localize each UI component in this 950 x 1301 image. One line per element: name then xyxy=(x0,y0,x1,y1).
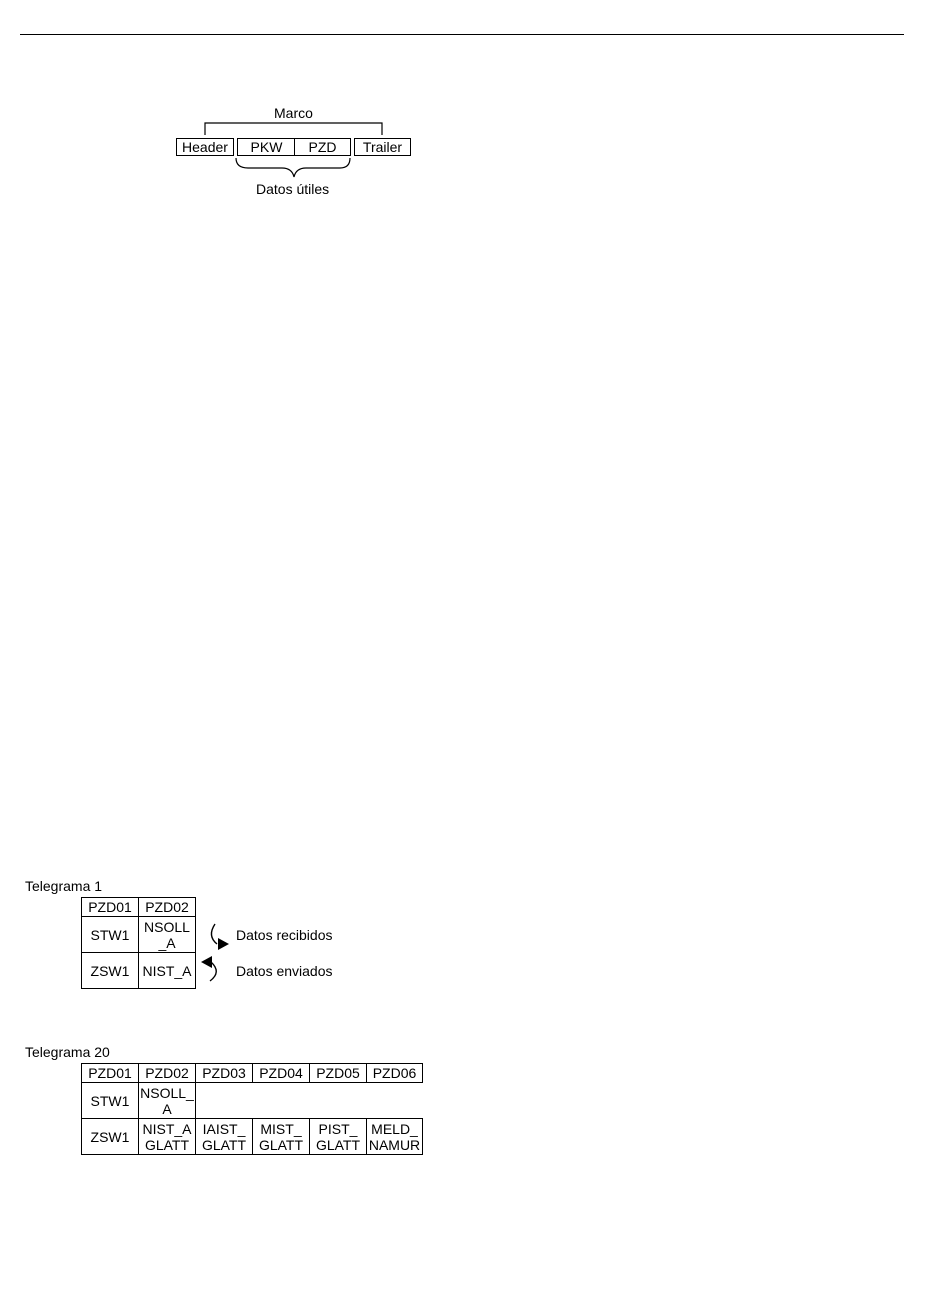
sent-label: Datos enviados xyxy=(236,963,333,979)
telegram1-cell: NIST_A xyxy=(139,953,196,989)
table-row xyxy=(82,1119,423,1155)
received-arrowhead-icon xyxy=(218,938,229,950)
telegram1-cell: NSOLL _A xyxy=(139,917,196,953)
telegram1-caption: Telegrama 1 xyxy=(25,878,103,894)
telegram20-cell: NIST_A GLATT xyxy=(139,1119,196,1155)
telegram20-header-cell: PZD01 xyxy=(82,1064,139,1083)
telegram20-cell: ZSW1 xyxy=(82,1119,139,1155)
telegram20-header-cell: PZD02 xyxy=(139,1064,196,1083)
telegram20-cell: IAIST_ GLATT xyxy=(196,1119,253,1155)
telegram1-cell: STW1 xyxy=(82,917,139,953)
pkw-box: PKW xyxy=(237,138,295,156)
telegram20-cell: MIST_ GLATT xyxy=(253,1119,310,1155)
telegram1-header-cell: PZD02 xyxy=(139,898,196,917)
telegram20-cell: PIST_ GLATT xyxy=(310,1119,367,1155)
telegram1-cell: ZSW1 xyxy=(82,953,139,989)
telegram20-table xyxy=(81,1063,423,1155)
telegram20-header-cell: PZD04 xyxy=(253,1064,310,1083)
telegram20-caption: Telegrama 20 xyxy=(25,1044,110,1060)
telegram20-empty-cell xyxy=(196,1083,423,1119)
trailer-box: Trailer xyxy=(354,138,411,156)
payload-label: Datos útiles xyxy=(256,181,330,197)
telegram20-cell: STW1 xyxy=(82,1083,139,1119)
sent-arrowhead-icon xyxy=(201,956,212,968)
telegram20-cell: NSOLL_ A xyxy=(140,1084,194,1117)
received-label: Datos recibidos xyxy=(236,927,333,943)
table-row xyxy=(82,1083,423,1119)
telegram20-header-cell: PZD05 xyxy=(310,1064,367,1083)
frame-label: Marco xyxy=(274,105,313,121)
telegram1-header-cell: PZD01 xyxy=(82,898,139,917)
received-arrow-icon xyxy=(211,924,217,944)
telegram20-header-cell: PZD06 xyxy=(367,1064,423,1083)
pzd-box: PZD xyxy=(294,138,351,156)
telegram20-cell: MELD_ NAMUR xyxy=(367,1119,423,1155)
telegram20-header-cell: PZD03 xyxy=(196,1064,253,1083)
header-box: Header xyxy=(176,138,234,156)
